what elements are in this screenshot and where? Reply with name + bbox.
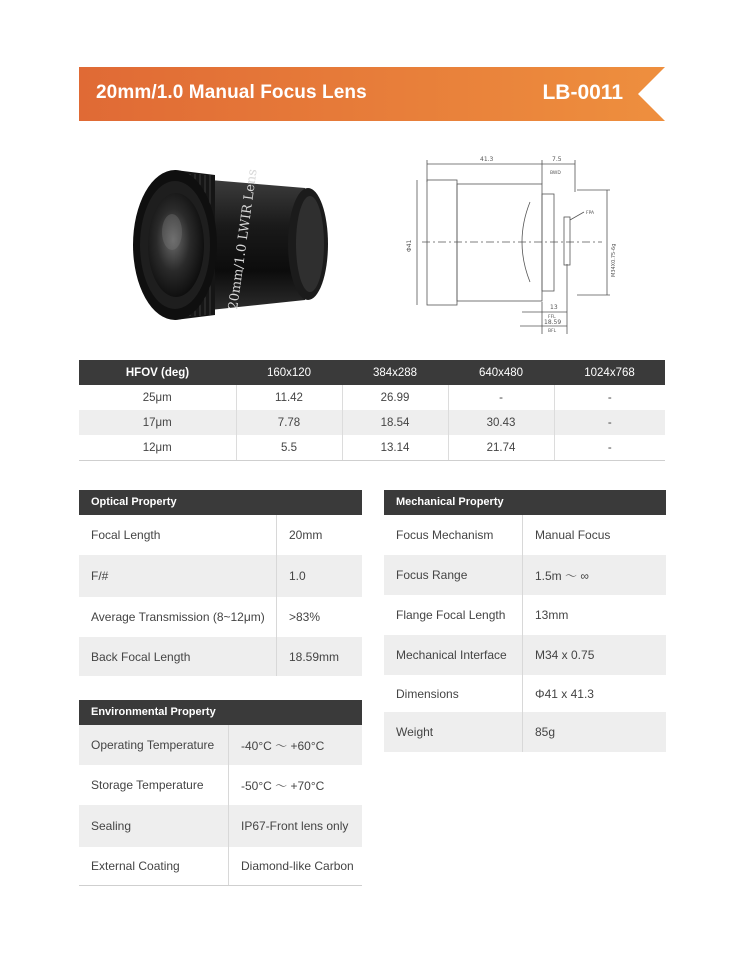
table-cell: 5.5 <box>236 435 342 461</box>
table-row <box>79 435 665 461</box>
property-key: Sealing <box>79 805 229 847</box>
table-cell: 25μm <box>79 385 236 410</box>
table-cell: 12μm <box>79 435 236 461</box>
table-cell: - <box>554 410 665 435</box>
table-row <box>384 515 666 555</box>
table-row <box>384 712 666 752</box>
table-cell: 30.43 <box>448 410 554 435</box>
table-row <box>384 595 666 635</box>
table-cell: 11.42 <box>236 385 342 410</box>
table-row <box>79 555 362 597</box>
dim-bfl-label: BFL <box>548 329 557 334</box>
property-key: F/# <box>79 555 277 597</box>
dim-ffl-label: FFL <box>548 315 556 320</box>
property-key: Focal Length <box>79 515 277 555</box>
property-value: >83% <box>289 610 321 624</box>
table-cell: 18.54 <box>342 410 448 435</box>
property-value: 1.5m ～ ∞ <box>535 568 589 583</box>
lens-photo <box>120 140 345 350</box>
table-cell: 17μm <box>79 410 236 435</box>
hfov-header-cell: 640x480 <box>448 360 554 385</box>
dim-bfl: 18.59 <box>544 319 562 326</box>
table-row <box>79 847 362 885</box>
property-key: Weight <box>384 712 523 752</box>
property-value: -50°C ～ +70°C <box>241 778 325 793</box>
property-value: 85g <box>535 725 556 739</box>
property-value: Diamond-like Carbon <box>241 859 354 873</box>
table-cell: 26.99 <box>342 385 448 410</box>
table-row <box>79 385 665 410</box>
mechanical-property-title: Mechanical Property <box>384 490 666 515</box>
dim-thread: M34X0.75-6g <box>611 243 617 277</box>
table-row <box>384 675 666 712</box>
lens-engraving: 20mm/1.0 LWIR Lens <box>226 168 261 311</box>
property-key: Focus Mechanism <box>384 515 523 555</box>
table-row <box>79 765 362 805</box>
dimension-drawing <box>402 152 622 342</box>
dim-diameter: Φ41 <box>406 239 413 252</box>
hfov-header-cell: 160x120 <box>236 360 342 385</box>
hfov-header-row <box>79 360 665 385</box>
hfov-header-cell: HFOV (deg) <box>79 360 236 385</box>
table-row <box>79 725 362 765</box>
table-row <box>79 805 362 847</box>
dim-bwd: 7.5 <box>552 156 562 163</box>
property-key: Focus Range <box>384 555 523 595</box>
property-key: External Coating <box>79 847 229 885</box>
hfov-header-cell: 1024x768 <box>554 360 665 385</box>
property-value: -40°C ～ +60°C <box>241 738 325 753</box>
table-cell: - <box>448 385 554 410</box>
hfov-header-cell: 384x288 <box>342 360 448 385</box>
environmental-property-table <box>79 700 362 886</box>
property-value: 13mm <box>535 608 569 622</box>
property-key: Dimensions <box>384 675 523 712</box>
property-key: Storage Temperature <box>79 765 229 805</box>
property-value: Manual Focus <box>535 528 611 542</box>
property-key: Operating Temperature <box>79 725 229 765</box>
property-value: 18.59mm <box>289 649 340 664</box>
optical-property-table <box>79 490 362 676</box>
hfov-table <box>79 360 665 461</box>
dim-length: 41.3 <box>480 156 494 163</box>
table-cell: 7.78 <box>236 410 342 435</box>
property-value: 1.0 <box>289 569 306 583</box>
table-row <box>79 597 362 637</box>
property-key: Average Transmission (8~12μm) <box>79 597 277 637</box>
table-cell: - <box>607 391 612 404</box>
property-value: Φ41 x 41.3 <box>535 686 594 701</box>
table-row <box>79 410 665 435</box>
table-row <box>79 515 362 555</box>
table-row <box>79 637 362 676</box>
header-banner <box>79 67 665 121</box>
property-key: Back Focal Length <box>79 637 277 676</box>
property-value: M34 x 0.75 <box>535 648 595 662</box>
dim-bwd-label: BWD <box>550 171 561 176</box>
page-title: 20mm/1.0 Manual Focus Lens <box>96 82 367 103</box>
property-value: IP67-Front lens only <box>241 819 349 833</box>
optical-property-title: Optical Property <box>79 490 362 515</box>
table-row <box>384 635 666 675</box>
table-cell: 13.14 <box>342 435 448 461</box>
property-key: Mechanical Interface <box>384 635 523 675</box>
dim-ffl: 13 <box>550 304 558 311</box>
property-value: 20mm <box>289 528 323 542</box>
mechanical-property-table <box>384 490 666 752</box>
table-cell: 21.74 <box>448 435 554 461</box>
environmental-property-title: Environmental Property <box>79 700 362 725</box>
dim-fpa: FPA <box>586 211 595 216</box>
table-row <box>384 555 666 595</box>
property-key: Flange Focal Length <box>384 595 523 635</box>
table-cell: - <box>554 435 665 461</box>
product-code: LB-0011 <box>542 81 623 104</box>
